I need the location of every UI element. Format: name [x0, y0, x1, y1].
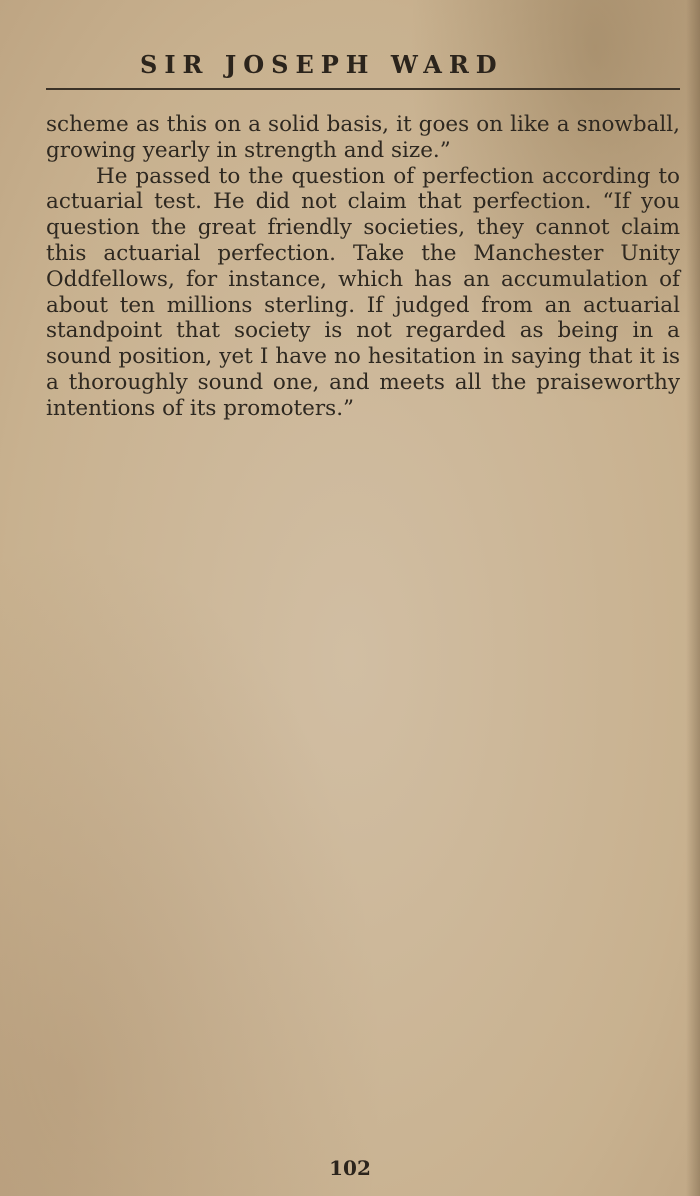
page-header: [0, 50, 700, 86]
paragraph-1: scheme as this on a solid basis, it goes on like a snowball, growing yearly in strength and size.”: [46, 112, 680, 163]
page-edge-shadow: [686, 0, 700, 1196]
paragraph-2: He passed to the question of perfection according to actuarial test. He did not claim that perfection. “If you question the great friendly societies, they cannot claim this actuarial perfection. Take the Manchester Unity Oddfellows, for instance, which has an accumulation of about ten millions sterling. If judged from an actuarial standpoint that society is not regarded as being in a sound position, yet I have no hesitation in saying that it is a thoroughly sound one, and meets all the praiseworthy intentions of its promoters.”: [46, 163, 680, 421]
body-text: [46, 112, 680, 422]
running-head: SIR JOSEPH WARD: [140, 50, 504, 79]
header-rule: [46, 88, 680, 90]
page-number: 102: [329, 1156, 371, 1180]
